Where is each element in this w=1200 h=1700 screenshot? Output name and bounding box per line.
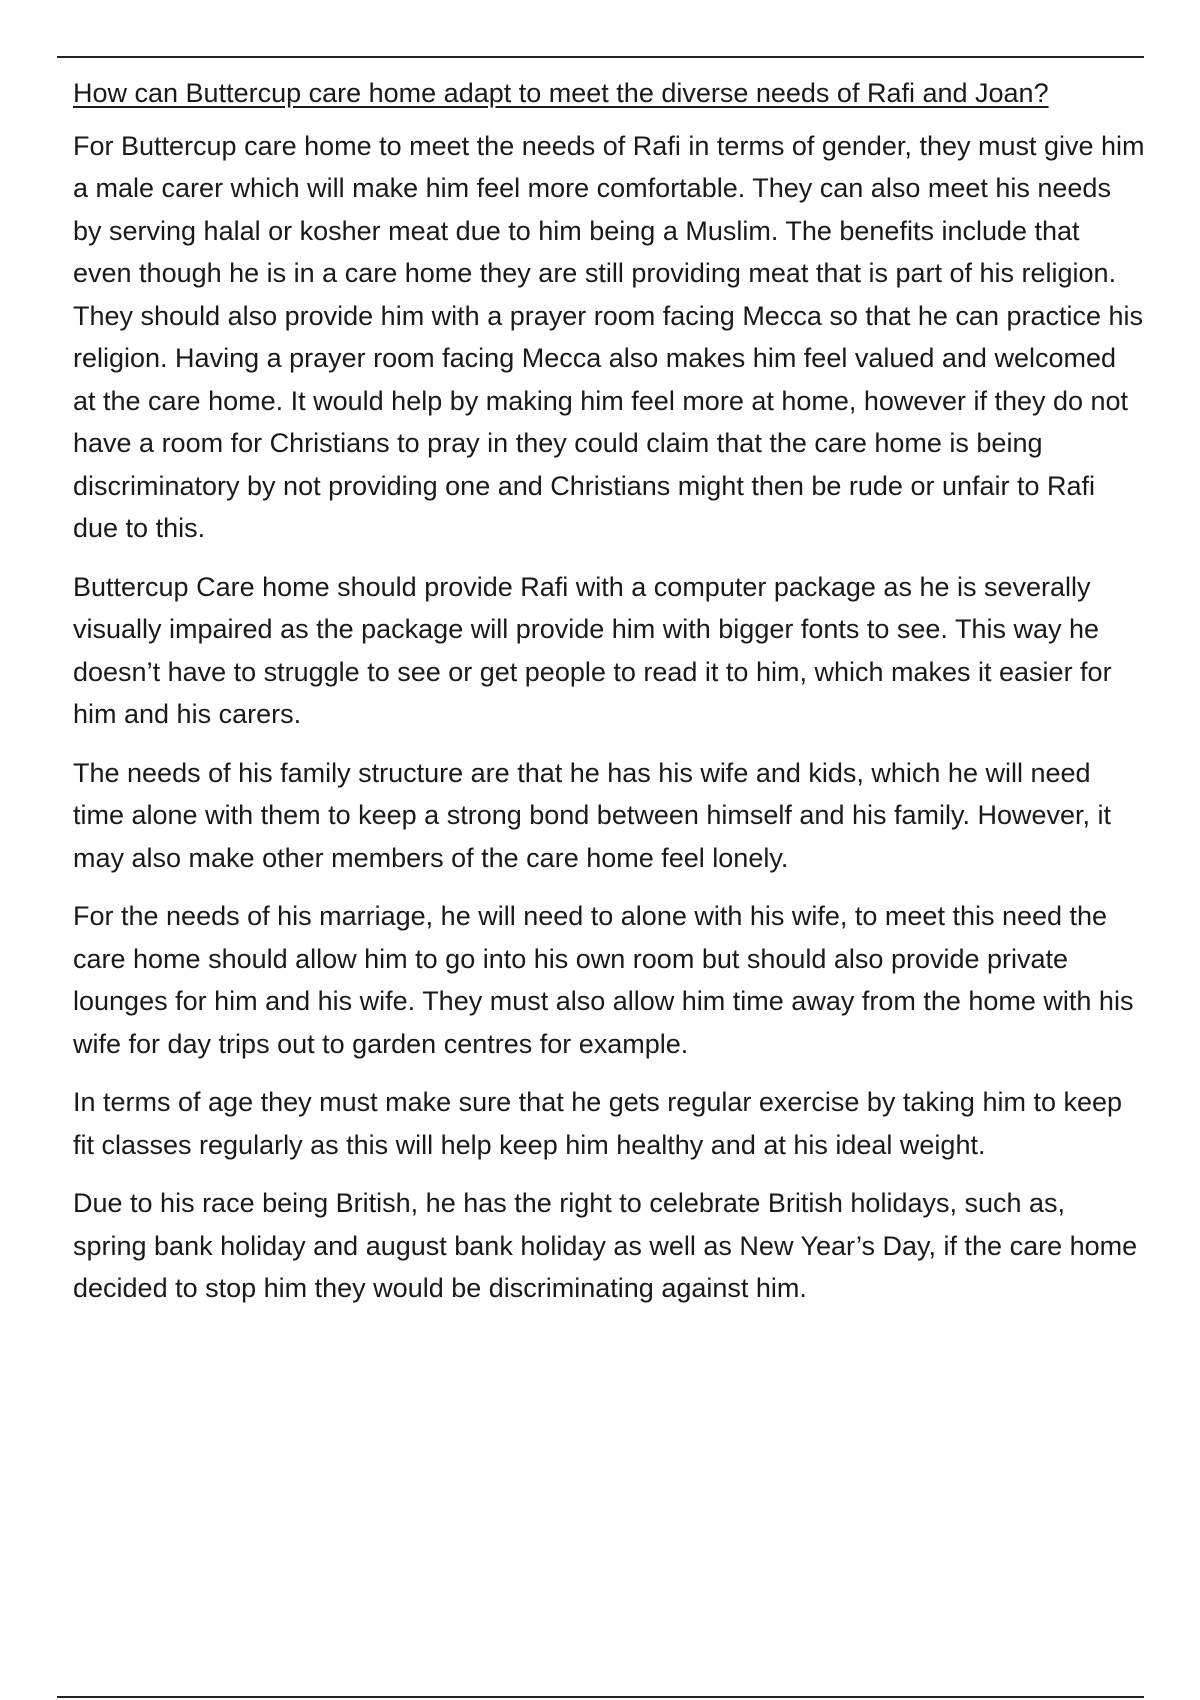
document-body [73,72,1145,1326]
paragraph-4: For the needs of his marriage, he will need to alone with his wife, to meet this need the care home should allow him to go into his own room but should also provide private lounges for him and his wife. They must also allow him time away from the home with his wife for day trips out to garden centres for example. [73,901,1134,1059]
document-heading: How can Buttercup care home adapt to meet the diverse needs of Rafi and Joan? [73,78,1049,108]
paragraph-1: For Buttercup care home to meet the needs of Rafi in terms of gender, they must give him a male carer which will make him feel more comfortable. They can also meet his needs by serving halal or kosher meat due to him being a Muslim. The benefits include that even though he is in a care home they are still providing meat that is part of his religion. They should also provide him with a prayer room facing Mecca so that he can practice his religion. Having a prayer room facing Mecca also makes him feel valued and welcomed at the care home. It would help by making him feel more at home, however if they do not have a room for Christians to pray in they could claim that the care home is being discriminatory by not providing one and Christians might then be rude or unfair to Rafi due to this. [73,130,1145,543]
paragraph-5: In terms of age they must make sure that he gets regular exercise by taking him to keep fit classes regularly as this will help keep him healthy and at his ideal weight. [73,1087,1123,1160]
paragraph-3: The needs of his family structure are that he has his wife and kids, which he will need time alone with them to keep a strong bond between himself and his family. However, it may also make other members of the care home feel lonely. [73,757,1112,873]
top-divider [57,56,1144,58]
bottom-divider [57,1696,1144,1698]
paragraph-2: Buttercup Care home should provide Rafi with a computer package as he is severally visually impaired as the package will provide him with bigger fonts to see. This way he doesn’t have to struggle to see or get people to read it to him, which makes it easier for him and his carers. [73,571,1112,729]
paragraph-6: Due to his race being British, he has the right to celebrate British holidays, such as, spring bank holiday and august bank holiday as well as New Year’s Day, if the care home decided to stop him they would be discriminating against him. [73,1188,1138,1303]
